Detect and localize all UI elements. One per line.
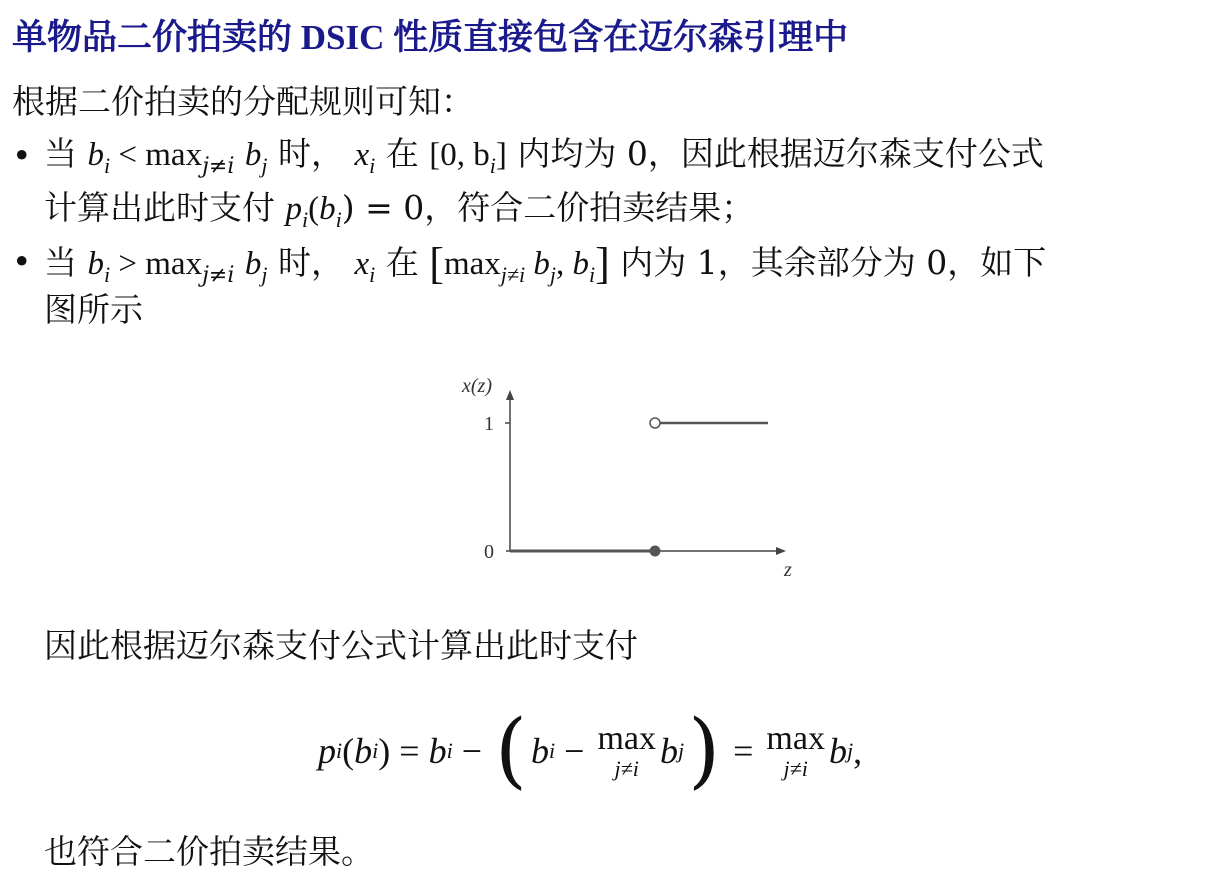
closing-text: 也符合二价拍卖结果。 xyxy=(44,832,374,871)
bullet-1-line-2: 计算出此时支付 $p_i(b_i) = 0$，符合二价拍卖结果； xyxy=(44,188,755,232)
max-operator-2: max j≠i xyxy=(766,720,825,781)
step-function-plot xyxy=(450,368,800,583)
step-function-figure xyxy=(450,368,800,583)
x-axis-label: z xyxy=(784,559,792,581)
y-axis-label: x(z) xyxy=(462,375,492,397)
filled-circle-marker xyxy=(650,546,661,557)
bullet-1-line-1: 当 $b_i < \max_{j\ne i} b_j$ 时， $x_i$ 在 [0, $b_i$] 内均为 0，因此根据迈尔森支付公式 xyxy=(44,134,1044,179)
intro-text: 根据二价拍卖的分配规则可知： xyxy=(12,82,474,121)
bullet-2-marker: • xyxy=(12,242,32,281)
payment-formula: p i ( b i ) = b i − ( b i − max j≠i b j ) = max j≠i b j , xyxy=(318,703,863,798)
open-circle-marker xyxy=(650,418,660,428)
bullet-2-line-2: 图所示 xyxy=(44,290,143,329)
tick-label-one: 1 xyxy=(484,413,494,435)
bullet-2-line-1: 当 $b_i > \max_{j\ne i} b_j$ 时， $x_i$ 在 [$\max_{j\ne i}$ $b_j$, $b_i$] 内为 1，其余部分为 0，如下 xyxy=(44,239,1047,288)
max-operator: max j≠i xyxy=(597,720,656,781)
bullet-1-marker: • xyxy=(12,136,32,175)
tick-label-zero: 0 xyxy=(484,541,494,563)
paragraph-payment: 因此根据迈尔森支付公式计算出此时支付 xyxy=(44,626,638,665)
math-bi: $b_i$ xyxy=(87,137,111,178)
page-title: 单物品二价拍卖的 DSIC 性质直接包含在迈尔森引理中 xyxy=(12,18,849,57)
